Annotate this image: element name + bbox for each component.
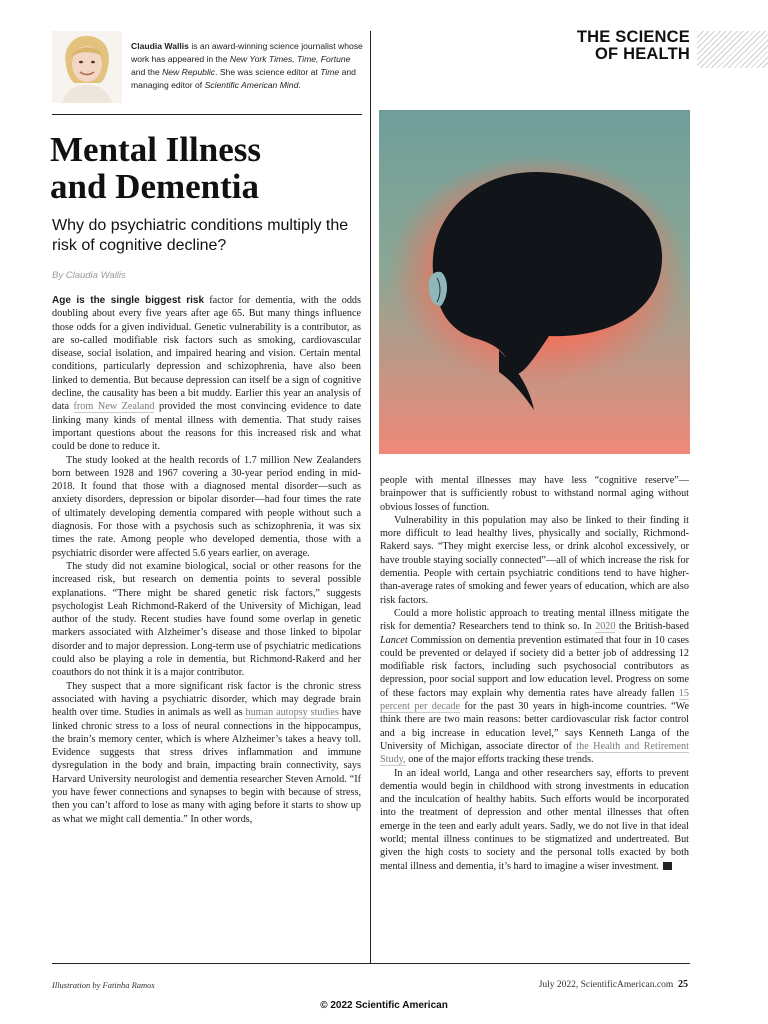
lead-in: Age is the single biggest risk bbox=[52, 295, 205, 306]
top-divider bbox=[52, 114, 362, 115]
column-divider bbox=[370, 31, 371, 964]
author-name: Claudia Wallis bbox=[131, 41, 189, 51]
illustration bbox=[379, 110, 690, 454]
link-health-and-retirement-study[interactable]: the Health and Retirement Study, bbox=[380, 740, 689, 766]
link-new-zealand[interactable]: from New Zealand bbox=[73, 401, 155, 413]
paragraph: The study looked at the health records of 1.7 million New Zealanders born between 1928 and 1967 covering a 30-year period ending in mid-2018. It found that those with a diagnosed mental disorder—such as anxiety disorders, depression or bipolar disorder—had four times the rate of ultimately developing dementia compared with people without such a diagnosis. For those with a psychosis such as schizophrenia, it was six times the rate. Among people who developed dementia, those with a psychiatric disorder were affected 5.6 years earlier, on average. bbox=[52, 454, 361, 559]
paragraph: Could a more holistic approach to treating mental illness mitigate the risk for dementia? Researchers tend to think so. In 2020 the British-based Lancet Commission on dementia prevention estimated that four in 10 cases could be prevented or delayed if society did a better job of addressing 12 modifiable risk factors, including such psychosocial contributors as depression, poor social support and low education level. Progress on some of these factors may explain why dementia rates have already fallen 15 percent per decade for the past 30 years in high-income countries. “We think there are two main reasons: better cardiovascular risk factor control and a big increase in education level,” says Kenneth Langa of the University of Michigan, associate director of the Health and Retirement Study, one of the major efforts tracking these trends. bbox=[380, 607, 690, 766]
section-label: THE SCIENCE OF HEALTH bbox=[576, 28, 690, 63]
paragraph: In an ideal world, Langa and other researchers say, efforts to prevent dementia would begin in childhood with strong investments in education and the inculcation of healthy habits. Such efforts would be incorporated into the treatment of depression and other mental illnesses that often emerge in the teen and early adult years. Sadly, we do not live in that ideal world; mental illness continues to be stigmatized and undertreated. But given the high costs to society and the personal tolls exacted by both mental illness and dementia, it’s hard to imagine a wiser investment. bbox=[380, 767, 689, 872]
link-2020[interactable]: 2020 bbox=[595, 621, 616, 633]
copyright: © 2022 Scientific American bbox=[320, 1000, 448, 1011]
body-column-left bbox=[52, 294, 361, 826]
deck: Why do psychiatric conditions multiply the risk of cognitive decline? bbox=[52, 217, 349, 254]
paragraph: Age is the single biggest risk factor for dementia, with the odds doubling about every five years after age 65. But many things influence those odds for a given individual. Genetic vulnerability is a contributor, as are so-called modifiable risk factors such as smoking, cardiovascular disease, social isolation, and impaired hearing and vision. Certain mental conditions, particularly depression and schizophrenia, have also been linked to dementia. But because depression can itself be a sign of cognitive decline, the causality has been a bit muddy. Earlier this year an analysis of data from New Zealand provided the most convincing evidence to date linking many kinds of mental illness with dementia. That study raises important questions about the reasons for this increased risk and what could be done to reduce it. bbox=[52, 295, 361, 453]
page-number: 25 bbox=[678, 979, 688, 990]
folio: July 2022, ScientificAmerican.com 25 bbox=[538, 979, 688, 990]
link-15-percent-per-decade[interactable]: 15 percent per decade bbox=[380, 687, 689, 713]
body-column-right bbox=[380, 474, 689, 873]
link-human-autopsy-studies[interactable]: human autopsy studies bbox=[245, 707, 339, 719]
paragraph: Vulnerability in this population may also be linked to their finding it more difficult to lead healthy lives, physically and socially, Richmond-Rakerd says. “They might exercise less, or drink alcohol excessively, or have trouble staying socially connected”—all of which increase the risk for dementia. People with certain psychiatric conditions tend to have higher-than-average rates of smoking and fewer years of education, which are also risk factors. bbox=[380, 514, 689, 606]
byline: By Claudia Wallis bbox=[52, 270, 126, 281]
author-bio: Claudia Wallis is an award-winning science journalist whose work has appeared in the New York Times, Time, Fortune and the New Republic. She was science editor at Time and managing editor of Scientific American Mind. bbox=[131, 41, 363, 90]
illustration-credit: Illustration by Fatinha Ramos bbox=[52, 980, 155, 990]
author-photo bbox=[52, 31, 122, 103]
section-hatch-pattern bbox=[697, 31, 768, 68]
paragraph: The study did not examine biological, social or other reasons for the increased risk, but research on dementia points to several possible explanations. “There might be shared genetic risk factors,” suggests psychologist Leah Richmond-Rakerd of the University of Michigan, lead author of the study. Recent studies have found some overlap in genetic markers associated with Alzheimer’s disease and those linked to bipolar disorder and to major depression. Long-term use of psychiatric medications could also be playing a role in dementia, but Richmond-Rakerd and her coauthors do not think it is a major contributor. bbox=[52, 560, 361, 679]
paragraph: people with mental illnesses may have less “cognitive reserve”—brainpower that is sufficiently robust to withstand normal aging without obvious losses of function. bbox=[380, 475, 689, 513]
paragraph: They suspect that a more significant risk factor is the chronic stress associated with having a psychiatric disorder, which may degrade brain health over time. Studies in animals as well as human autopsy studies have linked chronic stress to a loss of neural connections in the hippocampus, the brain’s memory center, which is where Alzheimer’s takes a heavy toll. Evidence suggests that stress drives inflammation and immune dysregulation in the body and brain, impacting brain connectivity, says Harvard University neurologist and dementia researcher Steven Arnold. “If you have fewer connections and synapses to begin with because of stress, then you can’t afford to lose as many with aging before it starts to show up as what we might call dementia.” In other words, bbox=[52, 680, 362, 825]
end-mark-icon bbox=[663, 862, 672, 870]
footer-divider bbox=[52, 963, 690, 964]
headline: Mental Illness and Dementia bbox=[50, 130, 261, 206]
